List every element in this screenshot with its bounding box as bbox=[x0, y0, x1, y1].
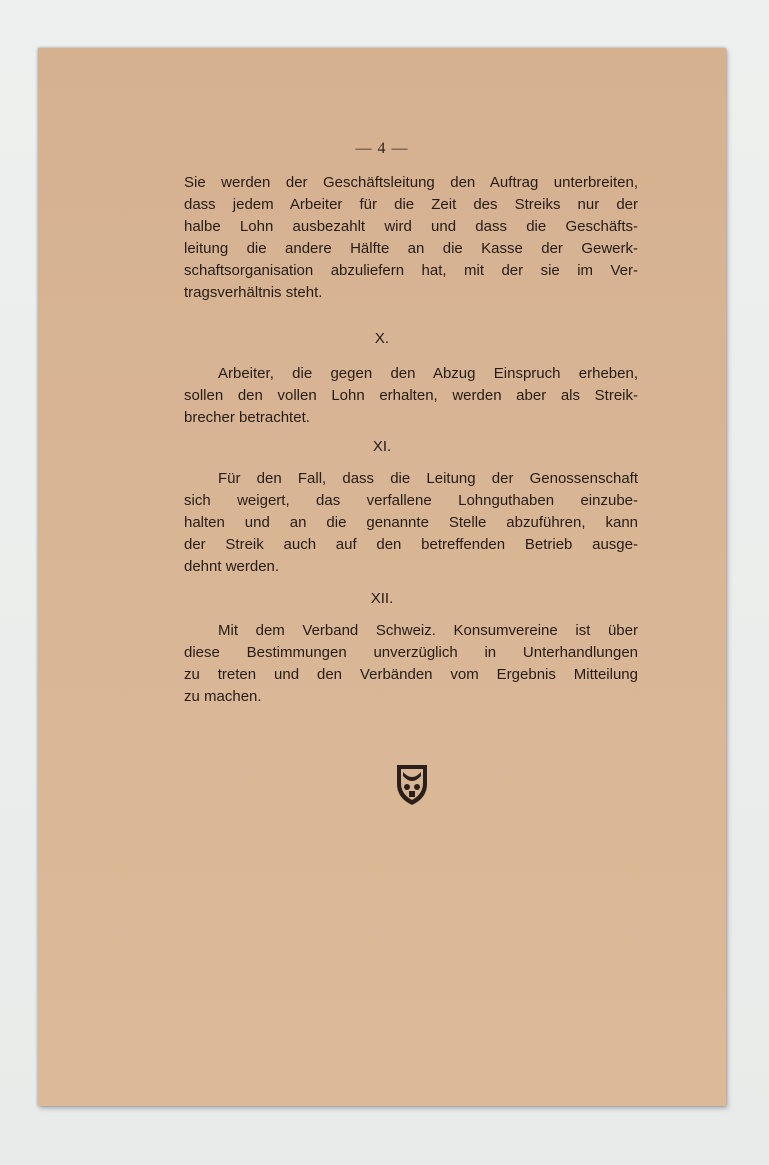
paragraph-1-line: tragsverhältnis steht. bbox=[184, 284, 323, 301]
paragraph-3-line: der Streik auch auf den betreffenden Betrieb ausge- bbox=[184, 536, 638, 553]
printer-ornament-icon bbox=[394, 762, 430, 808]
paragraph-2 bbox=[184, 363, 638, 429]
paragraph-1-line: halbe Lohn ausbezahlt wird und dass die Geschäfts- bbox=[184, 218, 638, 235]
paragraph-1-line: dass jedem Arbeiter für die Zeit des Streiks nur der bbox=[184, 196, 638, 213]
paragraph-4 bbox=[184, 620, 638, 708]
paragraph-4-line: zu machen. bbox=[184, 688, 262, 705]
paragraph-2-line: sollen den vollen Lohn erhalten, werden aber als Streik- bbox=[184, 387, 638, 404]
paragraph-4-line: Mit dem Verband Schweiz. Konsumvereine ist über bbox=[218, 622, 638, 639]
paragraph-4-line: diese Bestimmungen unverzüglich in Unterhandlungen bbox=[184, 644, 638, 661]
paragraph-2-line: brecher betrachtet. bbox=[184, 409, 310, 426]
section-heading-xii: XII. bbox=[370, 590, 394, 607]
paragraph-1 bbox=[184, 172, 638, 304]
paragraph-3-line: Für den Fall, dass die Leitung der Genossenschaft bbox=[218, 470, 638, 487]
paragraph-1-line: schaftsorganisation abzuliefern hat, mit der sie im Ver- bbox=[184, 262, 638, 279]
page-number: — 4 — bbox=[355, 140, 409, 157]
section-heading-x: X. bbox=[374, 330, 390, 347]
paragraph-2-line: Arbeiter, die gegen den Abzug Einspruch erheben, bbox=[218, 365, 638, 382]
paragraph-4-line: zu treten und den Verbänden vom Ergebnis Mitteilung bbox=[184, 666, 638, 683]
document-page bbox=[38, 48, 726, 1106]
paragraph-3-line: sich weigert, das verfallene Lohnguthaben einzube- bbox=[184, 492, 638, 509]
paragraph-1-line: Sie werden der Geschäftsleitung den Auftrag unterbreiten, bbox=[184, 174, 638, 191]
section-heading-xi: XI. bbox=[372, 438, 392, 455]
paragraph-3 bbox=[184, 468, 638, 578]
paragraph-3-line: halten und an die genannte Stelle abzuführen, kann bbox=[184, 514, 638, 531]
paragraph-1-line: leitung die andere Hälfte an die Kasse der Gewerk- bbox=[184, 240, 638, 257]
paragraph-3-line: dehnt werden. bbox=[184, 558, 280, 575]
